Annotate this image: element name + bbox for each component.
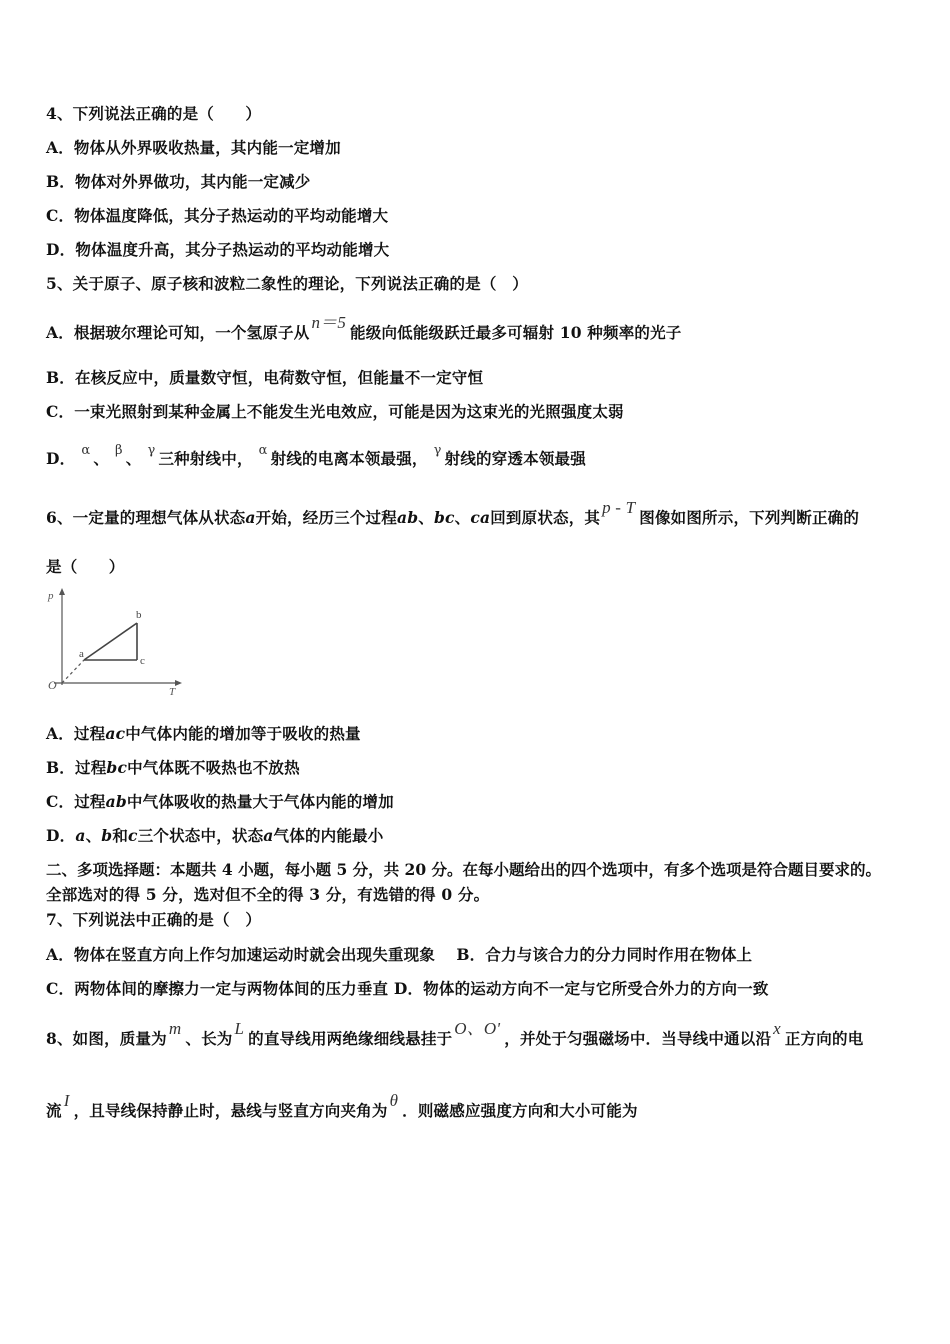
q5-d-sep-1: 、 <box>93 449 110 468</box>
q6-stem-text-1: 6、一定量的理想气体从状态 <box>46 508 246 527</box>
point-b-label: b <box>136 609 142 621</box>
q6-c-text-2: 中气体吸收的热量大于气体内能的增加 <box>126 792 394 811</box>
q6-stem-line-2: 是（ ） <box>46 557 125 576</box>
q6-pt-graph <box>40 585 190 697</box>
q4-option-d: D．物体温度升高，其分子热运动的平均动能增大 <box>46 240 390 259</box>
q6-option-b <box>46 756 300 778</box>
q6-stem-pt: p - T <box>602 498 636 517</box>
q8-text-6: 流 <box>46 1101 62 1120</box>
q8-text-2: 、长为 <box>185 1029 233 1048</box>
q6-a-text-2: 中气体内能的增加等于吸收的热量 <box>125 724 361 743</box>
section2-header-line-1: 二、多项选择题：本题共 4 小题，每小题 5 分，共 20 分。在每小题给出的四个选项中，有多个选项是符合题目要求的。 <box>46 860 882 879</box>
q6-stem-sep-1: 、 <box>418 508 434 527</box>
q8-stem-line-2 <box>46 1091 638 1121</box>
q6-d-label: D． <box>46 826 76 845</box>
point-a-label: a <box>79 648 84 660</box>
process-ab <box>84 623 137 660</box>
q7-options-ab: A．物体在竖直方向上作匀加速运动时就会出现失重现象 B．合力与该合力的分力同时作用在物体上 <box>46 945 753 964</box>
q5-d-label: D． <box>46 449 76 468</box>
q4-stem: 4、下列说法正确的是（ ） <box>46 104 262 123</box>
q6-d-sep: 、 <box>85 826 102 845</box>
q6-d-c: c <box>128 826 138 845</box>
q8-mass-m: m <box>168 1019 182 1038</box>
q8-angle-theta: θ <box>389 1091 399 1110</box>
q5-option-a <box>46 313 682 343</box>
q5-d-alpha-2: α <box>258 443 268 458</box>
q6-c-process: ab <box>105 792 127 811</box>
section2-header-line-2: 全部选对的得 5 分，选对但不全的得 3 分，有选错的得 0 分。 <box>46 885 490 904</box>
q6-stem-text-2: 开始，经历三个过程 <box>255 508 397 527</box>
q6-d-and: 和 <box>112 826 129 845</box>
q6-option-d <box>46 824 383 846</box>
q8-text-8: ．则磁感应强度方向和大小可能为 <box>402 1101 638 1120</box>
q8-text-3: 的直导线用两绝缘细线悬挂于 <box>248 1029 453 1048</box>
point-c-label: c <box>140 655 145 667</box>
q6-stem <box>46 498 860 528</box>
q5-option-b: B．在核反应中，质量数守恒，电荷数守恒，但能量不一定守恒 <box>46 368 484 387</box>
x-axis-label: T <box>169 686 176 697</box>
q8-points-oo: O、O' <box>454 1019 501 1038</box>
q6-d-a: a <box>75 826 86 845</box>
q8-axis-x: x <box>773 1019 781 1038</box>
y-axis-label: p <box>48 590 54 602</box>
q7-stem: 7、下列说法中正确的是（ ） <box>46 910 262 929</box>
q5-stem: 5、关于原子、原子核和波粒二象性的理论，下列说法正确的是（ ） <box>46 274 528 293</box>
q5-d-beta: β <box>115 443 123 458</box>
q5-d-text-2: 射线的电离本领最强， <box>270 449 428 468</box>
q8-text-5: 正方向的电 <box>784 1029 864 1048</box>
y-axis-arrow-icon <box>59 588 65 595</box>
q6-stem-bc: bc <box>433 508 455 527</box>
q6-d-a-2: a <box>263 826 274 845</box>
q5-option-d <box>46 443 586 469</box>
q6-b-text-2: 中气体既不吸热也不放热 <box>127 758 300 777</box>
q6-b-text-1: B．过程 <box>46 758 107 777</box>
q6-a-process: ac <box>105 724 126 743</box>
q5-d-alpha: α <box>81 443 91 458</box>
q6-stem-sep-2: 、 <box>454 508 471 527</box>
q5-d-gamma: γ <box>147 443 156 458</box>
q5-d-text-3: 射线的穿透本领最强 <box>444 449 586 468</box>
q6-d-text-2: 气体的内能最小 <box>273 826 384 845</box>
x-axis-arrow-icon <box>175 680 182 686</box>
q5-d-sep-2: 、 <box>125 449 142 468</box>
q8-text-1: 8、如图，质量为 <box>46 1029 167 1048</box>
q6-stem-text-4: 图像如图所示，下列判断正确的 <box>639 508 860 527</box>
q6-stem-ca: ca <box>470 508 491 527</box>
q6-c-text-1: C．过程 <box>46 792 106 811</box>
q5-a-math: n＝5 <box>311 313 347 332</box>
origin-label: O <box>48 678 57 692</box>
q8-length-l: L <box>234 1019 245 1038</box>
q5-d-gamma-2: γ <box>433 443 442 458</box>
q5-a-text-1: A．根据玻尔理论可知，一个氢原子从 <box>46 323 310 342</box>
q6-a-text-1: A．过程 <box>46 724 106 743</box>
q8-text-7: ，且导线保持静止时，悬线与竖直方向夹角为 <box>73 1101 388 1120</box>
q8-stem-line-1 <box>46 1019 864 1049</box>
q8-text-4: ，并处于匀强磁场中．当导线中通以沿 <box>504 1029 772 1048</box>
dashed-extension <box>62 660 84 683</box>
q4-option-b: B．物体对外界做功，其内能一定减少 <box>46 172 311 191</box>
q6-stem-a: a <box>245 508 256 527</box>
q6-option-a <box>46 722 361 744</box>
q5-option-c: C．一束光照射到某种金属上不能发生光电效应，可能是因为这束光的光照强度太弱 <box>46 402 624 421</box>
q4-option-c: C．物体温度降低，其分子热运动的平均动能增大 <box>46 206 389 225</box>
q8-current-i: I <box>63 1091 70 1110</box>
q5-a-text-2: 能级向低能级跃迁最多可辐射 10 种频率的光子 <box>350 323 682 342</box>
q6-option-c <box>46 790 394 812</box>
q6-b-process: bc <box>106 758 128 777</box>
q6-stem-ab: ab <box>396 508 419 527</box>
q4-option-a: A．物体从外界吸收热量，其内能一定增加 <box>46 138 341 157</box>
q6-stem-text-3: 回到原状态，其 <box>490 508 601 527</box>
q6-d-b: b <box>101 826 113 845</box>
q5-d-text-1: 三种射线中， <box>158 449 253 468</box>
q6-d-text-1: 三个状态中，状态 <box>137 826 264 845</box>
q7-options-cd: C．两物体间的摩擦力一定与两物体间的压力垂直 D．物体的运动方向不一定与它所受合外力的方向一致 <box>46 979 769 998</box>
